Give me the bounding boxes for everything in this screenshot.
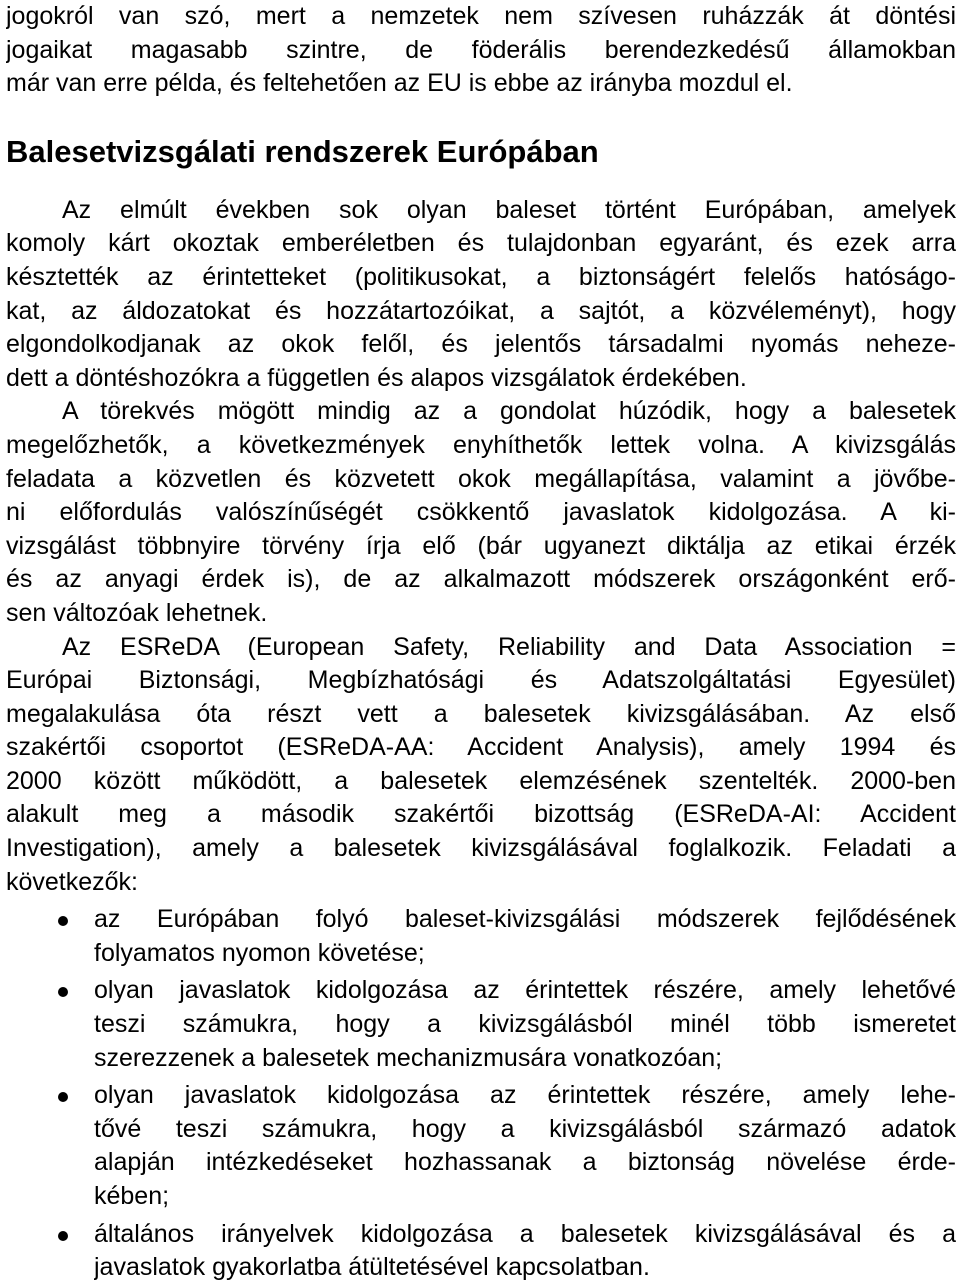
task-list	[6, 903, 956, 1285]
text-line: általános irányelvek kidolgozása a balesetek kivizsgálásával és a	[94, 1219, 956, 1248]
text-line: Európai Biztonsági, Megbízhatósági és Adatszolgáltatási Egyesület)	[6, 666, 956, 695]
text-line: megalakulása óta részt vett a balesetek kivizsgálásában. Az első	[6, 699, 956, 728]
text-line: dett a döntéshozókra a független és alapos vizsgálatok érdekében.	[6, 363, 747, 392]
list-item	[6, 1079, 956, 1213]
text-line: jogaikat magasabb szintre, de föderális berendezkedésű államokban	[6, 35, 956, 64]
text-line: elgondolkodjanak az okok felől, és jelentős társadalmi nyomás neheze-	[6, 330, 956, 359]
intro-paragraph	[6, 0, 956, 101]
text-line: kében;	[94, 1182, 170, 1210]
text-line: és az anyagi érdek is), de az alkalmazott módszerek országonként erő-	[6, 565, 956, 594]
bullet-icon	[58, 916, 68, 926]
text-line: következők:	[6, 867, 139, 896]
text-line: már van erre példa, és feltehetően az EU is ebbe az irányba mozdul el.	[6, 69, 793, 98]
text-line: teszi számukra, hogy a kivizsgálásból minél több ismeretet	[94, 1010, 956, 1039]
text-line: 2000 között működött, a balesetek elemzésének szentelték. 2000-ben	[6, 766, 956, 795]
text-line: alapján intézkedéseket hozhassanak a biztonság növelése érde-	[94, 1148, 956, 1177]
list-item	[6, 1218, 956, 1285]
text-line: késztették az érintetteket (politikusokat, a biztonságért felelős hatóságo-	[6, 262, 956, 291]
text-line: A törekvés mögött mindig az a gondolat húzódik, hogy a balesetek	[62, 397, 956, 426]
paragraph-3	[6, 631, 956, 900]
text-line: az Európában folyó baleset-kivizsgálási módszerek fejlődésének	[94, 905, 956, 934]
text-line: Az elmúlt években sok olyan baleset történt Európában, amelyek	[62, 195, 956, 224]
text-line: olyan javaslatok kidolgozása az érintettek részére, amely lehe-	[94, 1081, 956, 1110]
bullet-icon	[58, 987, 68, 997]
text-line: tővé teszi számukra, hogy a kivizsgálásból származó adatok	[94, 1114, 956, 1143]
text-line: megelőzhetők, a következmények enyhíthetők lettek volna. A kivizsgálás	[6, 430, 956, 459]
text-line: szakértői csoportot (ESReDA-AA: Accident Analysis), amely 1994 és	[6, 733, 956, 762]
bullet-icon	[58, 1231, 68, 1241]
paragraph-2	[6, 395, 956, 630]
text-line: sen változóak lehetnek.	[6, 598, 268, 627]
text-line: ni előfordulás valószínűségét csökkentő javaslatok kidolgozása. A ki-	[6, 498, 956, 527]
text-line: vizsgálást többnyire törvény írja elő (bár ugyanezt diktálja az etikai érzék	[6, 531, 956, 560]
text-line: folyamatos nyomon követése;	[94, 938, 425, 967]
text-line: javaslatok gyakorlatba átültetésével kapcsolatban.	[94, 1253, 650, 1282]
text-line: jogokról van szó, mert a nemzetek nem szívesen ruházzák át döntési	[6, 2, 956, 30]
list-item	[6, 974, 956, 1075]
paragraph-1	[6, 194, 956, 396]
text-line: Az ESReDA (European Safety, Reliability and Data Association =	[62, 632, 956, 661]
section-heading: Balesetvizsgálati rendszerek Európában	[6, 133, 599, 169]
text-line: feladata a közvetlen és közvetett okok megállapítása, valamint a jövőbe-	[6, 464, 956, 493]
list-item	[6, 903, 956, 970]
text-line: komoly kárt okoztak emberéletben és tulajdonban egyaránt, és ezek arra	[6, 229, 956, 258]
bullet-icon	[58, 1092, 68, 1102]
text-line: Investigation), amely a balesetek kivizsgálásával foglalkozik. Feladati a	[6, 834, 956, 863]
text-line: olyan javaslatok kidolgozása az érintettek részére, amely lehetővé	[94, 976, 956, 1005]
text-line: kat, az áldozatokat és hozzátartozóikat, a sajtót, a közvéleményt), hogy	[6, 296, 956, 325]
text-line: szerezzenek a balesetek mechanizmusára vonatkozóan;	[94, 1043, 723, 1072]
text-line: alakult meg a második szakértői bizottság (ESReDA-AI: Accident	[6, 800, 956, 829]
